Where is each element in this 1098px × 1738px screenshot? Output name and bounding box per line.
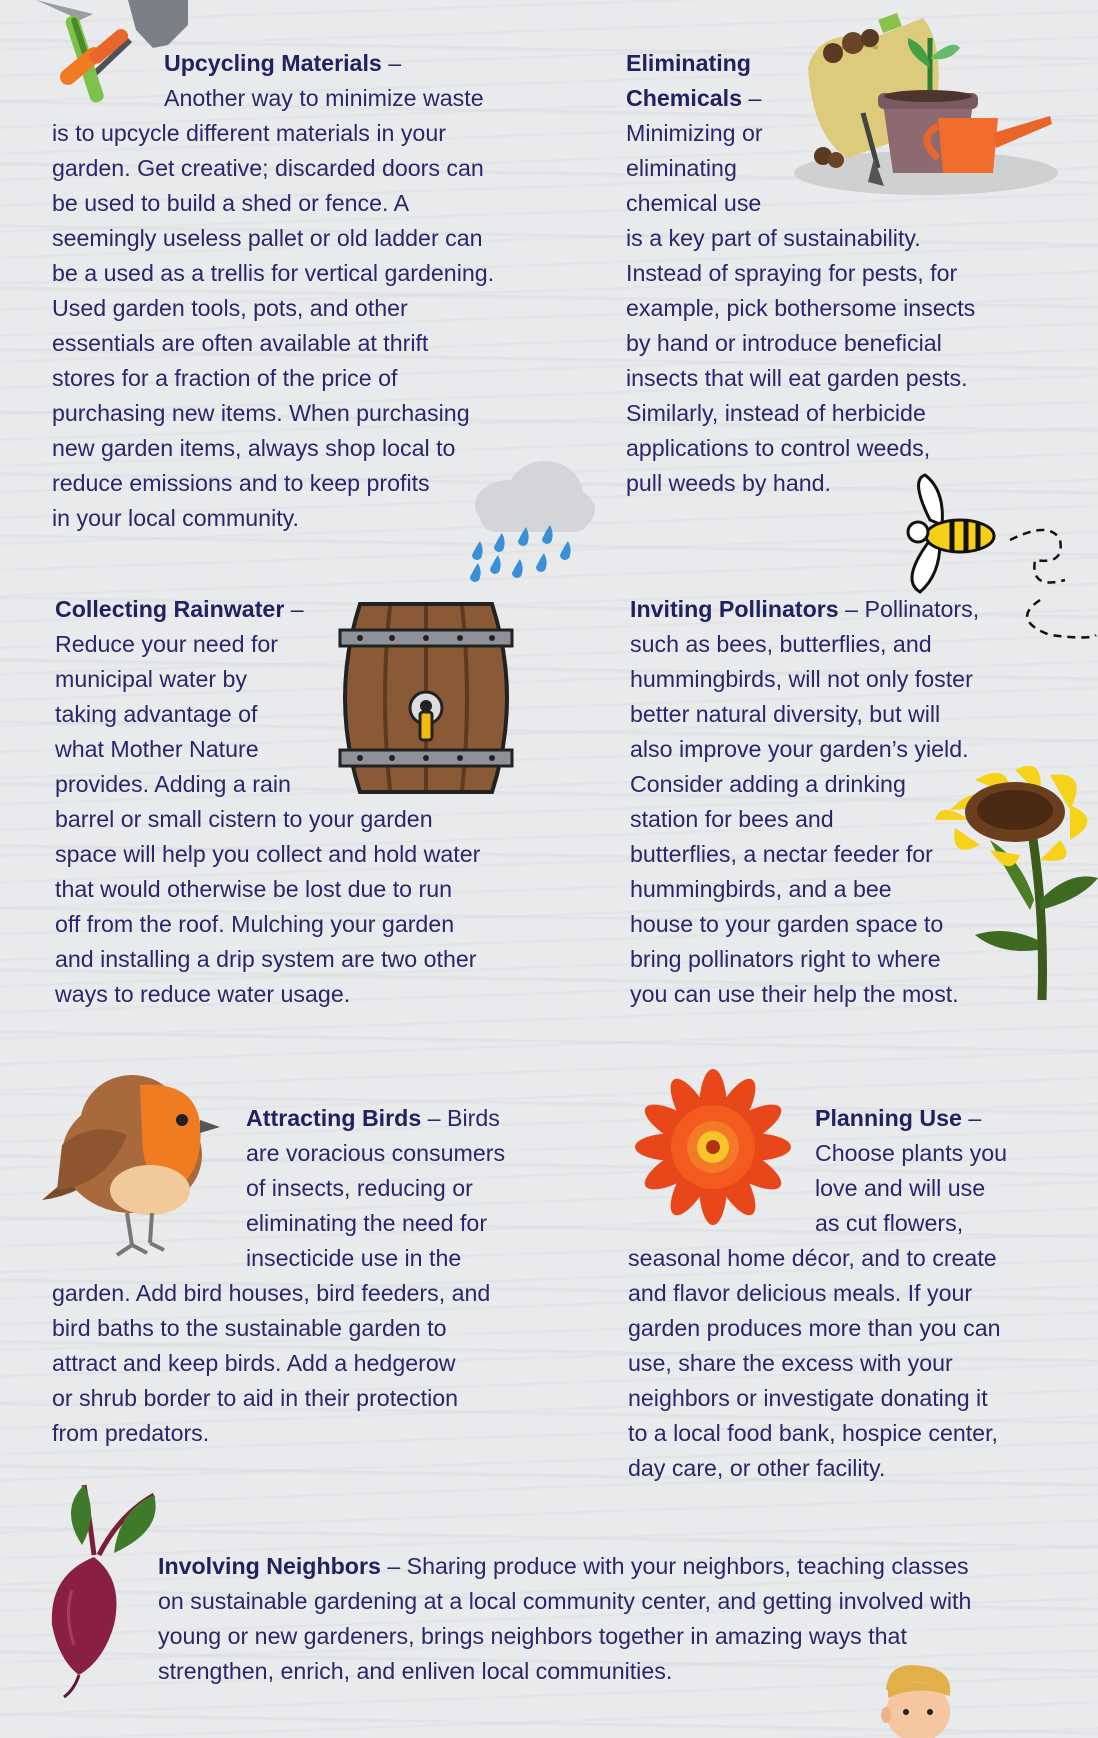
body-line: hummingbirds, will not only foster xyxy=(630,666,973,692)
section-title: Planning Use xyxy=(815,1105,962,1131)
body-line: Minimizing or xyxy=(626,120,763,146)
body-line: stores for a fraction of the price of xyxy=(52,365,398,391)
garden-tools-icon xyxy=(18,0,188,115)
body-line: insecticide use in the xyxy=(246,1245,462,1271)
body-line: young or new gardeners, brings neighbors together in amazing ways that xyxy=(158,1623,907,1649)
bee-icon xyxy=(890,470,1098,695)
body-line: Consider adding a drinking xyxy=(630,771,906,797)
body-line: also improve your garden’s yield. xyxy=(630,736,969,762)
body-line: attract and keep birds. Add a hedgerow xyxy=(52,1350,456,1376)
section-pollinators: Inviting Pollinators – Pollinators, such as bees, butterflies, and hummingbirds, will not only foster better natural diversity, but will also improve your garden’s yield. Consider adding a drinking station for bees and butterflies, a nectar feeder for hummingbirds, and a bee house to your garden space to bring pollinators right to where you can use their help the most. xyxy=(630,592,979,1012)
body-line: Used garden tools, pots, and other xyxy=(52,295,408,321)
body-line: butterflies, a nectar feeder for xyxy=(630,841,933,867)
body-line: hummingbirds, and a bee xyxy=(630,876,892,902)
body-line: is to upcycle different materials in your xyxy=(52,120,446,146)
section-title-cont: Chemicals xyxy=(626,85,742,111)
body-line: that would otherwise be lost due to run xyxy=(55,876,453,902)
rain-barrel-icon xyxy=(330,602,522,794)
section-birds: Attracting Birds – Birds are voracious consumers of insects, reducing or eliminating the need for insecticide use in the garden. Add bird houses, bird feeders, and bird baths to the sustainable garden to attract and keep birds. Add a hedgerow or shrub border to aid in their protection from predators. xyxy=(52,1101,505,1451)
seed-bag-pot-icon xyxy=(788,8,1068,208)
rain-cloud-icon xyxy=(460,455,600,595)
body-line: garden produces more than you can xyxy=(628,1315,1001,1341)
section-title: Upcycling Materials xyxy=(164,50,382,76)
body-line: taking advantage of xyxy=(55,701,258,727)
gardener-face-icon xyxy=(878,1660,958,1738)
body-line: essentials are often available at thrift xyxy=(52,330,429,356)
body-line: space will help you collect and hold water xyxy=(55,841,481,867)
body-line: and installing a drip system are two other xyxy=(55,946,477,972)
body-line: Similarly, instead of herbicide xyxy=(626,400,926,426)
section-planning: Planning Use – Choose plants you love and will use as cut flowers, seasonal home décor, and to create and flavor delicious meals. If your garden produces more than you can use, share the excess with your neighbors or investigate donating it to a local food bank, hospice center, day care, or other facility. xyxy=(628,1101,1007,1486)
body-line: on sustainable gardening at a local community center, and getting involved with xyxy=(158,1588,972,1614)
body-line: day care, or other facility. xyxy=(628,1455,886,1481)
body-line: to a local food bank, hospice center, xyxy=(628,1420,998,1446)
body-line: pull weeds by hand. xyxy=(626,470,831,496)
body-line: example, pick bothersome insects xyxy=(626,295,976,321)
body-line: is a key part of sustainability. xyxy=(626,225,921,251)
body-line: eliminating the need for xyxy=(246,1210,488,1236)
body-line: Choose plants you xyxy=(815,1140,1008,1166)
section-title: Eliminating xyxy=(626,50,751,76)
body-line: eliminating xyxy=(626,155,737,181)
body-line: in your local community. xyxy=(52,505,299,531)
body-line: station for bees and xyxy=(630,806,834,832)
body-line: use, share the excess with your xyxy=(628,1350,953,1376)
body-line: Instead of spraying for pests, for xyxy=(626,260,958,286)
body-line: off from the roof. Mulching your garden xyxy=(55,911,455,937)
body-line: municipal water by xyxy=(55,666,248,692)
body-line: Another way to minimize waste xyxy=(164,85,484,111)
section-upcycling: Upcycling Materials – Another way to minimize waste is to upcycle different materials in your garden. Get creative; discarded doors can be used to build a shed or fence. A seemingly useless pallet or old ladder can be a used as a trellis for vertical gardening. Used garden tools, pots, and other essentials are often available at thrift stores for a fraction of the price of purchasing new items. When purchasing new garden items, always shop local to reduce emissions and to keep profits in your local community. xyxy=(52,46,494,536)
section-chemicals: Eliminating Chemicals – Minimizing or eliminating chemical use is a key part of sustainability. Instead of spraying for pests, for example, pick bothersome insects by hand or introduce beneficial insects that will eat garden pests. Similarly, instead of herbicide applications to control weeds, pull weeds by hand. xyxy=(626,46,975,501)
body-line: what Mother Nature xyxy=(55,736,259,762)
section-rainwater: Collecting Rainwater – Reduce your need for municipal water by taking advantage of what Mother Nature provides. Adding a rain barrel or small cistern to your garden space will help you collect and hold water that would otherwise be lost due to run off from the roof. Mulching your garden and installing a drip system are two other ways to reduce water usage. xyxy=(55,592,480,1012)
body-line: Reduce your need for xyxy=(55,631,278,657)
body-line: applications to control weeds, xyxy=(626,435,931,461)
body-line: neighbors or investigate donating it xyxy=(628,1385,988,1411)
body-line: are voracious consumers xyxy=(246,1140,506,1166)
body-line: love and will use xyxy=(815,1175,986,1201)
body-line: garden. Get creative; discarded doors can xyxy=(52,155,484,181)
body-line: from predators. xyxy=(52,1420,210,1446)
body-line: ways to reduce water usage. xyxy=(55,981,351,1007)
section-neighbors: Involving Neighbors – Sharing produce with your neighbors, teaching classes on sustainable gardening at a local community center, and getting involved with young or new gardeners, brings neighbors together in amazing ways that strengthen, enrich, and enliven local communities. xyxy=(158,1549,971,1689)
body-line: better natural diversity, but will xyxy=(630,701,941,727)
section-title: Collecting Rainwater xyxy=(55,596,285,622)
body-line: barrel or small cistern to your garden xyxy=(55,806,433,832)
body-line: chemical use xyxy=(626,190,762,216)
body-line: house to your garden space to xyxy=(630,911,944,937)
section-title: Involving Neighbors xyxy=(158,1553,381,1579)
body-line: reduce emissions and to keep profits xyxy=(52,470,430,496)
body-line: insects that will eat garden pests. xyxy=(626,365,968,391)
body-line: strengthen, enrich, and enliven local communities. xyxy=(158,1658,673,1684)
body-line: provides. Adding a rain xyxy=(55,771,291,797)
body-line: be a used as a trellis for vertical gardening. xyxy=(52,260,495,286)
body-line: purchasing new items. When purchasing xyxy=(52,400,470,426)
body-line: and flavor delicious meals. If your xyxy=(628,1280,973,1306)
body-line: as cut flowers, xyxy=(815,1210,964,1236)
zinnia-icon xyxy=(628,1065,798,1230)
body-line: garden. Add bird houses, bird feeders, and xyxy=(52,1280,491,1306)
body-line: by hand or introduce beneficial xyxy=(626,330,942,356)
body-line: bird baths to the sustainable garden to xyxy=(52,1315,447,1341)
body-line: of insects, reducing or xyxy=(246,1175,473,1201)
body-line: be used to build a shed or fence. A xyxy=(52,190,410,216)
body-line: seasonal home décor, and to create xyxy=(628,1245,997,1271)
body-line: or shrub border to aid in their protection xyxy=(52,1385,459,1411)
robin-icon xyxy=(32,1065,222,1265)
beet-icon xyxy=(44,1475,174,1700)
body-line: new garden items, always shop local to xyxy=(52,435,456,461)
section-title: Attracting Birds xyxy=(246,1105,422,1131)
body-line: such as bees, butterflies, and xyxy=(630,631,932,657)
body-line: seemingly useless pallet or old ladder can xyxy=(52,225,483,251)
section-title: Inviting Pollinators xyxy=(630,596,839,622)
body-line: bring pollinators right to where xyxy=(630,946,941,972)
body-line: you can use their help the most. xyxy=(630,981,959,1007)
sunflower-icon xyxy=(930,750,1098,1010)
